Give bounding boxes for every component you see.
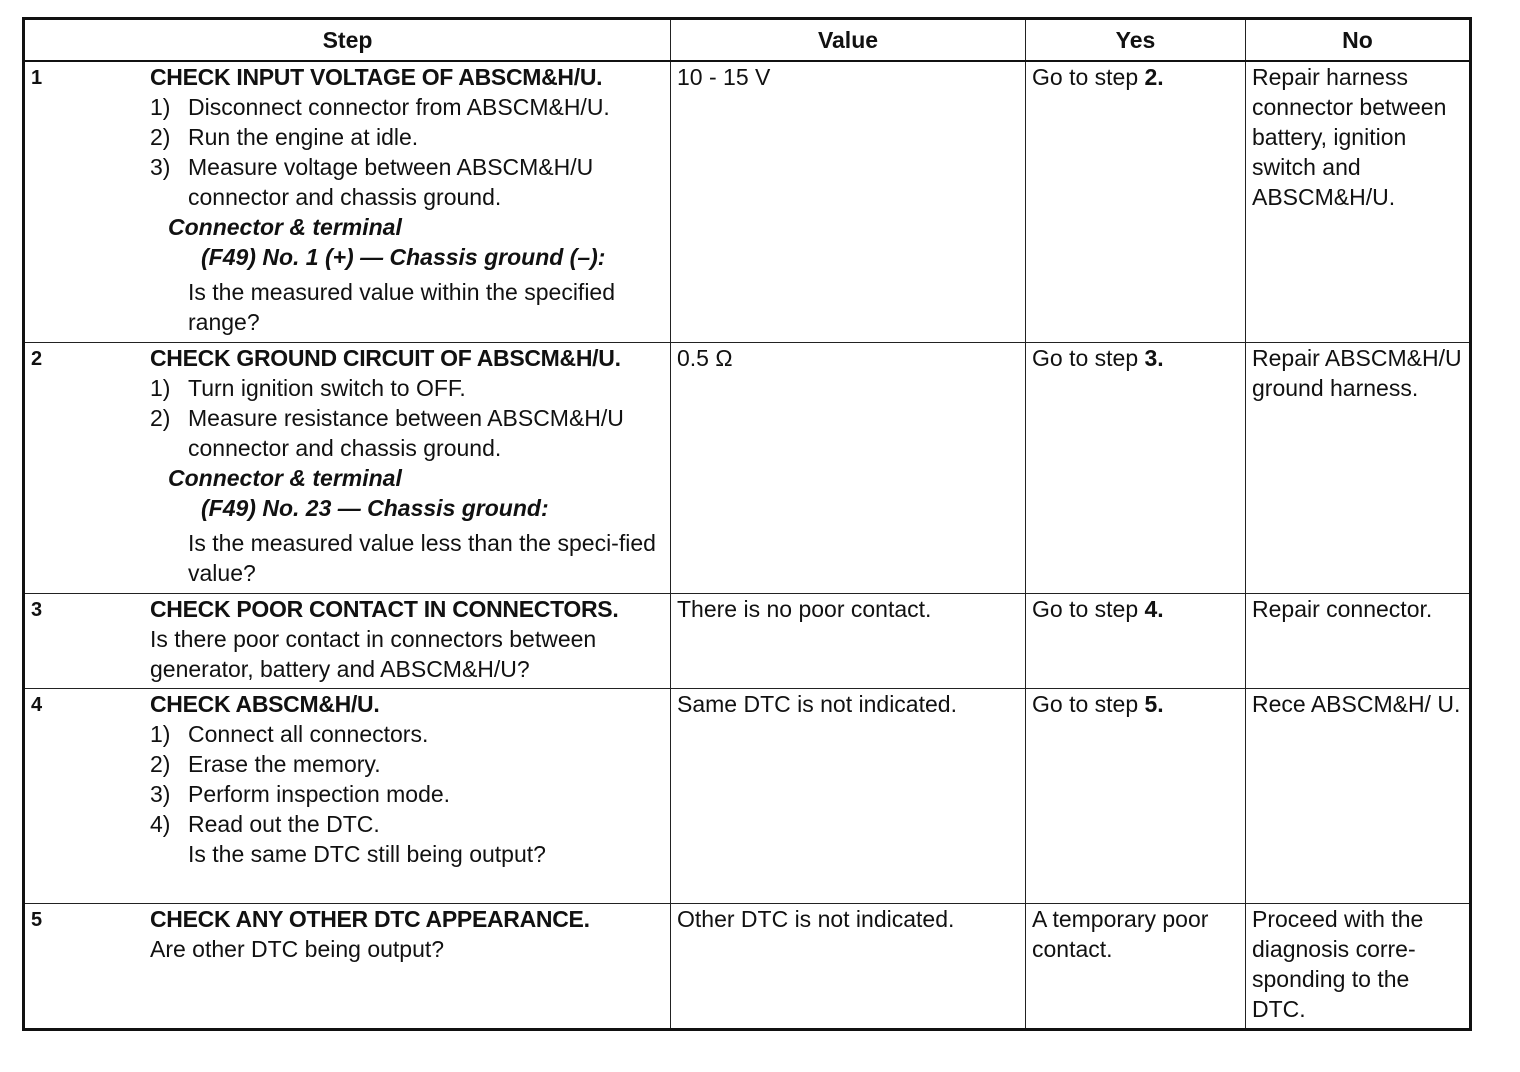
table-row (24, 61, 1471, 343)
step-instruction: 2) Run the engine at idle. (150, 124, 419, 150)
step-instruction: 1) Disconnect connector from ABSCM&H/U. (150, 94, 610, 120)
no-cell: Repair harness connector between battery, ignition switch and ABSCM&H/U. (1246, 61, 1471, 343)
step-instruction: 1) Connect all connectors. (150, 721, 429, 747)
value-cell: Same DTC is not indicated. (671, 689, 1026, 904)
yes-cell: Go to step 2. (1026, 61, 1246, 343)
step-cell (24, 689, 671, 904)
step-title: CHECK INPUT VOLTAGE OF ABSCM&H/U. (150, 64, 603, 90)
header-yes: Yes (1026, 19, 1246, 62)
step-instruction: 3) Perform inspection mode. (150, 781, 451, 807)
value-cell: 10 - 15 V (671, 61, 1026, 343)
value-cell: 0.5 Ω (671, 343, 1026, 594)
step-question: Is the same DTC still being output? (188, 841, 546, 867)
step-cell (24, 904, 671, 1030)
step-instruction: 2) Erase the memory. (150, 751, 381, 777)
step-cell (24, 594, 671, 689)
yes-cell: Go to step 3. (1026, 343, 1246, 594)
step-number: 5 (31, 909, 43, 931)
connector-label: Connector & terminal (168, 465, 402, 491)
yes-cell: Go to step 4. (1026, 594, 1246, 689)
step-number: 3 (31, 599, 43, 621)
yes-cell: A temporary poor contact. (1026, 904, 1246, 1030)
no-cell: Repair ABSCM&H/U ground harness. (1246, 343, 1471, 594)
no-cell: Rece ABSCM&H/ U. (1246, 689, 1471, 904)
value-cell: Other DTC is not indicated. (671, 904, 1026, 1030)
step-cell (24, 343, 671, 594)
step-title: CHECK POOR CONTACT IN CONNECTORS. (150, 596, 619, 622)
connector-detail: (F49) No. 1 (+) — Chassis ground (–): (201, 244, 606, 270)
step-instruction: 3) Measure voltage between ABSCM&H/U connector and chassis ground. (150, 154, 594, 210)
header-no: No (1246, 19, 1471, 62)
table-row (24, 689, 1471, 904)
step-cell (24, 61, 671, 343)
step-instruction: 4) Read out the DTC. (150, 811, 380, 837)
step-instruction: 1) Turn ignition switch to OFF. (150, 375, 466, 401)
connector-detail: (F49) No. 23 — Chassis ground: (201, 495, 549, 521)
yes-cell: Go to step 5. (1026, 689, 1246, 904)
no-cell: Repair connector. (1246, 594, 1471, 689)
step-number: 4 (31, 694, 43, 716)
value-cell: There is no poor contact. (671, 594, 1026, 689)
table-row (24, 594, 1471, 689)
table-header-row (24, 19, 1471, 62)
step-title: CHECK ANY OTHER DTC APPEARANCE. (150, 906, 590, 932)
step-title: CHECK ABSCM&H/U. (150, 691, 380, 717)
header-value: Value (671, 19, 1026, 62)
step-question: Is the measured value less than the speci-fied value? (188, 530, 656, 586)
step-question: Is there poor contact in connectors between generator, battery and ABSCM&H/U? (150, 626, 597, 682)
step-title: CHECK GROUND CIRCUIT OF ABSCM&H/U. (150, 345, 621, 371)
header-step: Step (24, 19, 671, 62)
step-question: Are other DTC being output? (150, 936, 445, 962)
step-number: 2 (31, 348, 43, 370)
table-row (24, 343, 1471, 594)
table-row (24, 904, 1471, 1030)
step-question: Is the measured value within the specified range? (188, 279, 616, 335)
no-cell: Proceed with the diagnosis corre-sponding to the DTC. (1246, 904, 1471, 1030)
step-instruction: 2) Measure resistance between ABSCM&H/U connector and chassis ground. (150, 405, 624, 461)
connector-label: Connector & terminal (168, 214, 402, 240)
diagnostic-table (22, 17, 1472, 1031)
step-number: 1 (31, 67, 43, 89)
